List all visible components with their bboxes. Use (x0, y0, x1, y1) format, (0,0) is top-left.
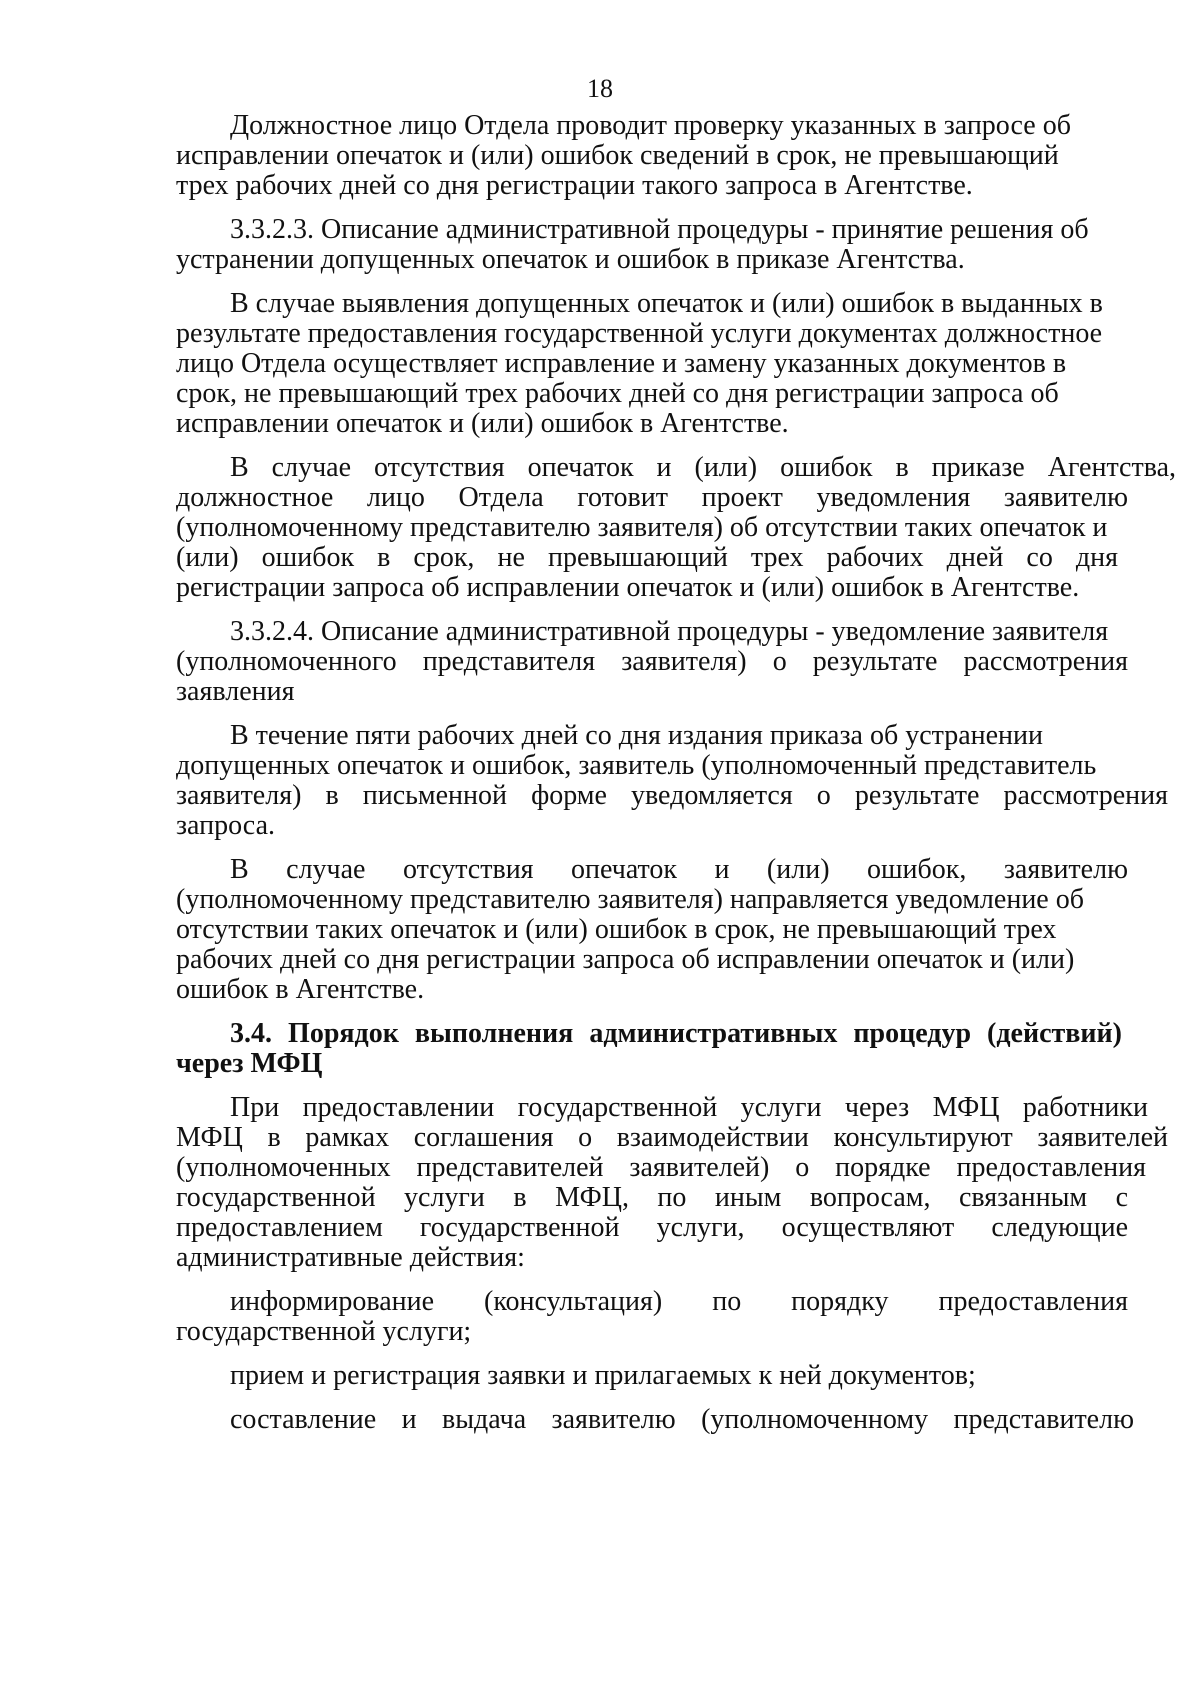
text-line: В течение пяти рабочих дней со дня издания приказа об устранении (230, 720, 1043, 751)
section-heading: через МФЦ (176, 1048, 323, 1079)
section-heading: 3.4. Порядок выполнения административных процедур (действий) (230, 1018, 1122, 1049)
text-line: ошибок в Агентстве. (176, 974, 425, 1005)
text-line: (уполномоченных представителей заявителей) о порядке предоставления (176, 1152, 1146, 1183)
text-line: В случае отсутствия опечаток и (или) ошибок, заявителю (230, 854, 1128, 885)
text-line: В случае отсутствия опечаток и (или) ошибок в приказе Агентства, (230, 452, 1176, 483)
text-line: В случае выявления допущенных опечаток и (или) ошибок в выданных в (230, 288, 1103, 319)
text-line: исправлении опечаток и (или) ошибок в Агентстве. (176, 408, 789, 439)
text-line: (уполномоченного представителя заявителя) о результате рассмотрения (176, 646, 1128, 677)
text-line: результате предоставления государственной услуги документах должностное (176, 318, 1103, 349)
text-line: (уполномоченному представителю заявителя) направляется уведомление об (176, 884, 1084, 915)
list-item: составление и выдача заявителю (уполномоченному представителю (230, 1404, 1134, 1435)
text-line: трех рабочих дней со дня регистрации такого запроса в Агентстве. (176, 170, 973, 201)
text-line: рабочих дней со дня регистрации запроса об исправлении опечаток и (или) (176, 944, 1075, 975)
text-line: заявителя) в письменной форме уведомляется о результате рассмотрения (176, 780, 1168, 811)
text-line: государственной услуги; (176, 1316, 472, 1347)
text-line: МФЦ в рамках соглашения о взаимодействии консультируют заявителей (176, 1122, 1168, 1153)
text-line: административные действия: (176, 1242, 525, 1273)
text-line: исправлении опечаток и (или) ошибок сведений в срок, не превышающий (176, 140, 1059, 171)
text-line: отсутствии таких опечаток и (или) ошибок в срок, не превышающий трех (176, 914, 1057, 945)
list-item: прием и регистрация заявки и прилагаемых к ней документов; (230, 1360, 976, 1391)
text-line: регистрации запроса об исправлении опечаток и (или) ошибок в Агентстве. (176, 572, 1080, 603)
text-line: 3.3.2.3. Описание административной процедуры - принятие решения об (230, 214, 1089, 245)
text-line: (уполномоченному представителю заявителя) об отсутствии таких опечаток и (176, 512, 1108, 543)
text-line: устранении допущенных опечаток и ошибок в приказе Агентства. (176, 244, 965, 275)
text-line: заявления (176, 676, 295, 707)
text-line: При предоставлении государственной услуги через МФЦ работники (230, 1092, 1148, 1123)
text-line: допущенных опечаток и ошибок, заявитель (уполномоченный представитель (176, 750, 1097, 781)
text-line: Должностное лицо Отдела проводит проверку указанных в запросе об (230, 110, 1071, 141)
text-line: запроса. (176, 810, 275, 841)
text-line: государственной услуги в МФЦ, по иным вопросам, связанным с (176, 1182, 1128, 1213)
text-line: предоставлением государственной услуги, осуществляют следующие (176, 1212, 1128, 1243)
text-line: должностное лицо Отдела готовит проект уведомления заявителю (176, 482, 1128, 513)
page-number: 18 (587, 74, 613, 103)
text-line: 3.3.2.4. Описание административной процедуры - уведомление заявителя (230, 616, 1109, 647)
list-item: информирование (консультация) по порядку предоставления (230, 1286, 1128, 1317)
text-line: срок, не превышающий трех рабочих дней со дня регистрации запроса об (176, 378, 1059, 409)
text-line: лицо Отдела осуществляет исправление и замену указанных документов в (176, 348, 1067, 379)
text-line: (или) ошибок в срок, не превышающий трех рабочих дней со дня (176, 542, 1118, 573)
